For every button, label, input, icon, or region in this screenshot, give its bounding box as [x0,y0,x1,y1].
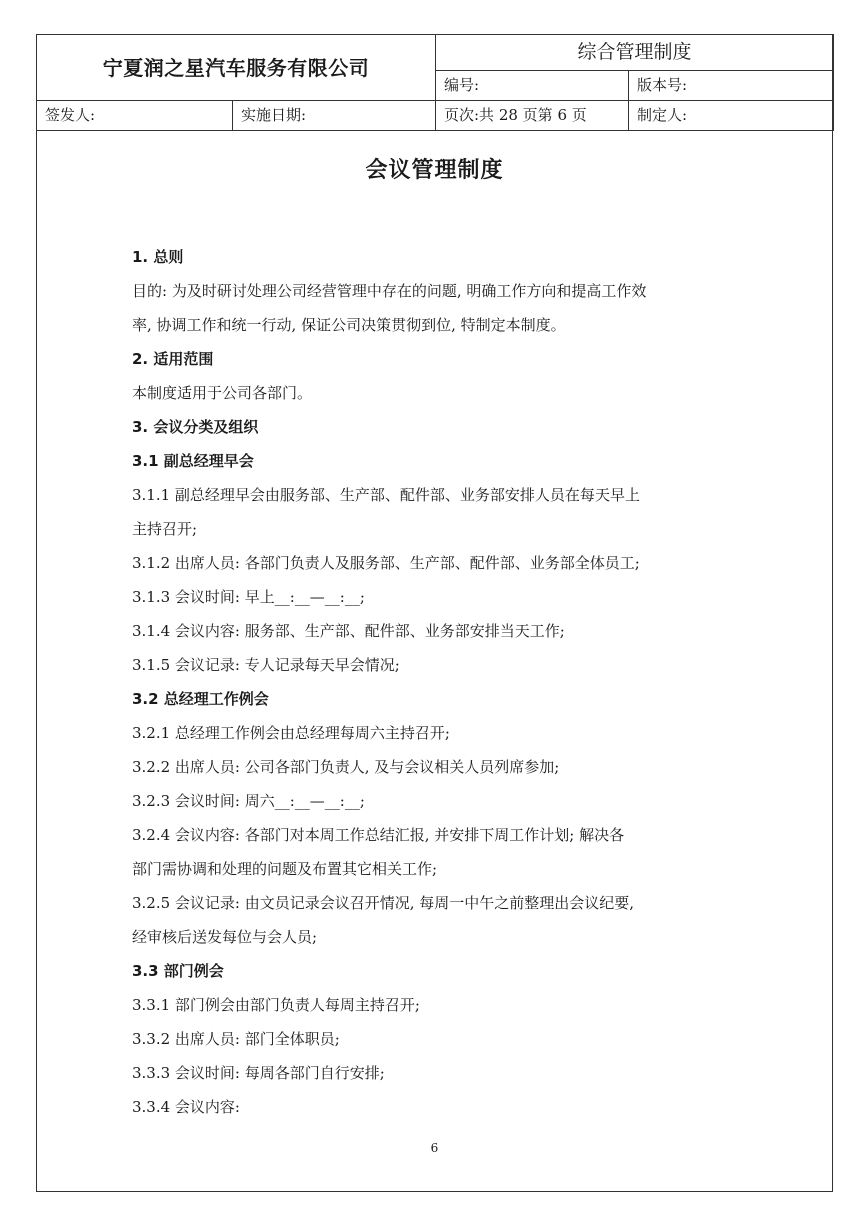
body-line: 3.1.2 出席人员: 各部门负责人及服务部、生产部、配件部、业务部全体员工; [132,554,640,572]
section-heading: 3.2 总经理工作例会 [132,690,269,708]
effective-date-label: 实施日期: [233,101,436,131]
body-line: 目的: 为及时研讨处理公司经营管理中存在的问题, 明确工作方向和提高工作效 [132,282,647,300]
body-line: 3.2.3 会议时间: 周六__:__—__:__; [132,792,365,810]
company-name: 宁夏润之星汽车服务有限公司 [37,35,436,101]
body-line: 3.1.4 会议内容: 服务部、生产部、配件部、业务部安排当天工作; [132,622,565,640]
document-body [132,240,752,1124]
version-label: 版本号: [629,71,834,101]
body-line: 3.1.5 会议记录: 专人记录每天早会情况; [132,656,400,674]
document-header-table [36,34,834,131]
body-line: 本制度适用于公司各部门。 [132,384,313,402]
body-line: 3.3.4 会议内容: [132,1098,240,1116]
body-line: 3.1.1 副总经理早会由服务部、生产部、配件部、业务部安排人员在每天早上 [132,486,640,504]
section-heading: 1. 总则 [132,248,184,266]
issuer-label: 签发人: [37,101,233,131]
body-line: 部门需协调和处理的问题及布置其它相关工作; [132,860,438,878]
section-heading: 3.1 副总经理早会 [132,452,254,470]
body-line: 3.2.4 会议内容: 各部门对本周工作总结汇报, 并安排下周工作计划; 解决各 [132,826,625,844]
section-heading: 3. 会议分类及组织 [132,418,259,436]
section-heading: 2. 适用范围 [132,350,214,368]
page-count-label: 页次:共 28 页第 6 页 [436,101,629,131]
body-line: 主持召开; [132,520,198,538]
body-line: 3.3.2 出席人员: 部门全体职员; [132,1030,340,1048]
body-line: 3.2.1 总经理工作例会由总经理每周六主持召开; [132,724,450,742]
body-line: 率, 协调工作和统一行动, 保证公司决策贯彻到位, 特制定本制度。 [132,316,566,334]
page-number: 6 [430,1141,439,1155]
document-title: 会议管理制度 [365,158,504,183]
body-line: 3.3.1 部门例会由部门负责人每周主持召开; [132,996,420,1014]
author-label: 制定人: [629,101,834,131]
body-line: 3.2.5 会议记录: 由文员记录会议召开情况, 每周一中午之前整理出会议纪要, [132,894,635,912]
code-label: 编号: [436,71,629,101]
system-name: 综合管理制度 [436,35,834,71]
body-line: 经审核后送发每位与会人员; [132,928,318,946]
section-heading: 3.3 部门例会 [132,962,224,980]
body-line: 3.3.3 会议时间: 每周各部门自行安排; [132,1064,385,1082]
body-line: 3.2.2 出席人员: 公司各部门负责人, 及与会议相关人员列席参加; [132,758,560,776]
body-line: 3.1.3 会议时间: 早上__:__—__:__; [132,588,365,606]
